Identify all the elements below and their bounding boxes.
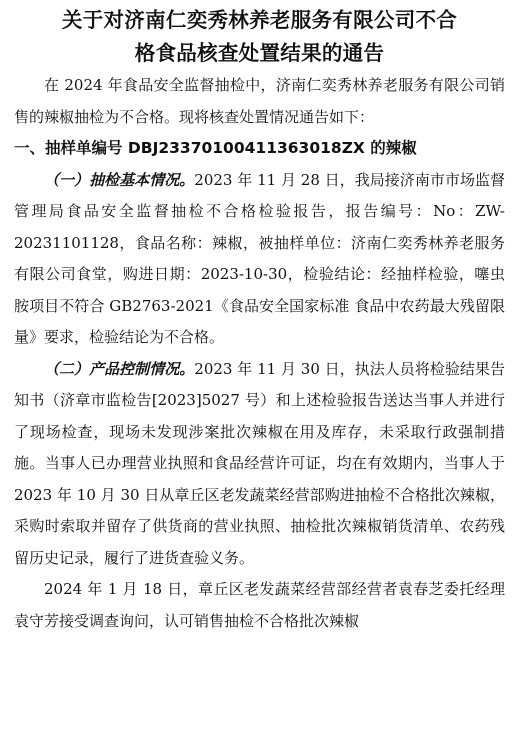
product-control-text: 2023 年 11 月 30 日，执法人员将检验结果告知书（济章市监检告[2023]5027 号）和上述检验报告送达当事人并进行了现场检查，现场未发现涉案批次辣椒在用及库存，未采取行政强制措施。当事人已办理营业执照和食品经营许可证，均在有效期内，当事人于 2023 年 10 月 30 日从章丘区老发蔬菜经营部购进抽检不合格批次辣椒，采购时索取并留存了供货商的营业执照、抽检批次辣椒销货清单、农药残留历史记录，履行了进货查验义务。 (14, 359, 505, 567)
section-1-heading: 一、抽样单编号 DBJ23370100411363018ZX 的辣椒 (14, 139, 417, 157)
investigation-paragraph: 2024 年 1 月 18 日，章丘区老发蔬菜经营部经营者袁春芝委托经理袁守芳接受调查询问，认可销售抽检不合格批次辣椒 (14, 580, 505, 630)
sampling-basic-info-text: 2023 年 11 月 28 日，我局接济南市市场监督管理局食品安全监督抽检不合格检验报告，报告编号：No：ZW-20231101128，食品名称：辣椒，被抽样单位：济南仁奕秀林养老服务有限公司食堂，购进日期：2023-10-30，检验结论：经抽样检验，噻虫胺项目不符合 GB2763-2021《食品安全国家标准 食品中农药最大残留限量》要求，检验结论为不合格。 (14, 170, 505, 346)
intro-paragraph: 在 2024 年食品安全监督抽检中，济南仁奕秀林养老服务有限公司销售的辣椒抽检为不合格。现将核查处置情况通告如下： (14, 76, 505, 126)
title-line-1: 关于对济南仁奕秀林养老服务有限公司不合 (61, 8, 458, 32)
title-line-2: 格食品核查处置结果的通告 (134, 41, 385, 65)
sampling-basic-info-label: （一）抽检基本情况。 (44, 170, 195, 189)
sampling-basic-info-paragraph (14, 165, 505, 354)
product-control-paragraph (14, 354, 505, 575)
document-title (14, 4, 505, 70)
product-control-label: （二）产品控制情况。 (44, 359, 195, 378)
